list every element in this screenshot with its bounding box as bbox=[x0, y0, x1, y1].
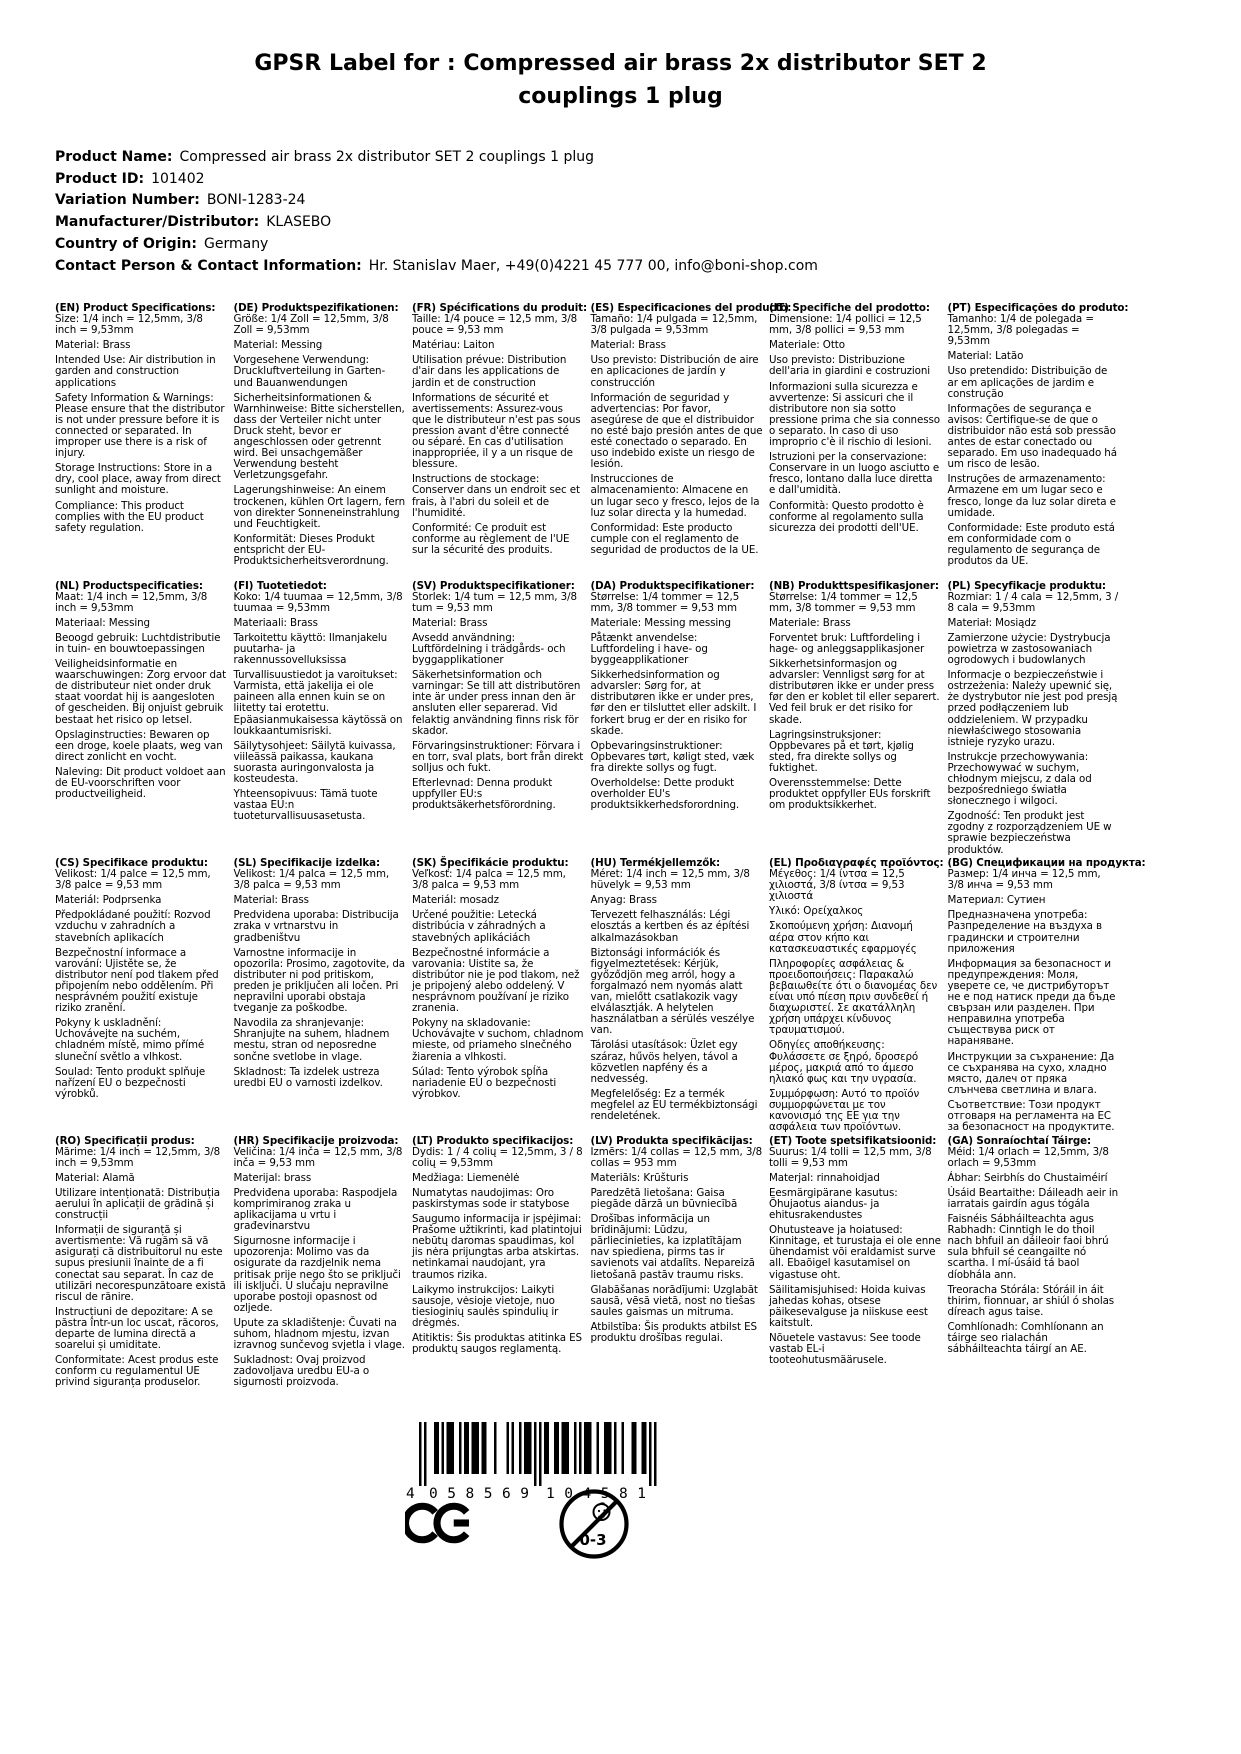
block-paragraph: Storage Instructions: Store in a dry, cool place, away from direct sunlight and moisture. bbox=[55, 462, 221, 497]
block-paragraph: Velikost: 1/4 palca = 12,5 mm, 3/8 palca = 9,53 mm bbox=[233, 868, 390, 892]
block-paragraph: Utilisation prévue: Distribution d'air dans les applications de jardin et de construction bbox=[412, 354, 567, 389]
block-paragraph: Biztonsági információk és figyelmeztetések: Kérjük, győződjön meg arról, hogy a forgalmazó nem nyomás alatt van, mielőtt csatlakozik vagy elválasztják. A helytelen használatban a sérülés veszélye van. bbox=[590, 946, 755, 1037]
block-paragraph: Predvidena uporaba: Distribucija zraka v vrtnarstvu in gradbeništvu bbox=[233, 909, 399, 944]
block-paragraph: Materiál: mosadz bbox=[412, 894, 499, 907]
block-paragraph: Veličina: 1/4 inča = 12,5 mm, 3/8 inča = 9,53 mm bbox=[233, 1145, 403, 1169]
block-paragraph: Mărime: 1/4 inch = 12,5mm, 3/8 inch = 9,53mm bbox=[55, 1145, 221, 1169]
product-info bbox=[55, 147, 818, 277]
block-paragraph: Izmērs: 1/4 collas = 12,5 mm, 3/8 collas = 953 mm bbox=[590, 1145, 763, 1169]
language-block-fr bbox=[412, 302, 587, 581]
block-paragraph: Megfelelőség: Ez a termék megfelel az EU termékbiztonsági rendeletének. bbox=[590, 1087, 758, 1122]
product-info-value: 101402 bbox=[151, 170, 205, 187]
block-title: (HR) Specifikacije proizvoda: bbox=[233, 1134, 399, 1147]
block-paragraph: Tárolási utasítások: Üzlet egy száraz, hűvös helyen, távol a közvetlen napfény és a nedvesség. bbox=[590, 1039, 738, 1085]
block-paragraph: Intended Use: Air distribution in garden and construction applications bbox=[55, 354, 216, 389]
block-paragraph: Beoogd gebruik: Luchtdistributie in tuin- en bouwtoepassingen bbox=[55, 631, 221, 655]
block-paragraph: Bezpečnostné informácie a varovania: Uistite sa, že distribútor nie je pod tlakom, než je pripojený alebo oddelený. V nesprávnom používaní je riziko zranenia. bbox=[412, 946, 580, 1015]
block-title: (SK) Špecifikácie produktu: bbox=[412, 857, 569, 869]
block-paragraph: Ábhar: Seirbhís do Chustaiméirí bbox=[947, 1171, 1108, 1184]
product-info-label: Variation Number: bbox=[55, 192, 200, 209]
block-paragraph: Veľkosť: 1/4 palca = 12,5 mm, 3/8 palca = 9,53 mm bbox=[412, 868, 566, 892]
block-paragraph: Skladnost: Ta izdelek ustreza uredbi EU o varnosti izdelkov. bbox=[233, 1065, 383, 1089]
block-paragraph: Dimensione: 1/4 pollici = 12,5 mm, 3/8 pollici = 9,53 mm bbox=[769, 313, 922, 337]
block-paragraph: Anyag: Brass bbox=[590, 894, 657, 907]
block-paragraph: Úsáid Beartaithe: Dáileadh aeir in iarratais gairdín agus tógála bbox=[947, 1186, 1119, 1210]
block-paragraph: Efterlevnad: Denna produkt uppfyller EU:s produktsäkerhetsförordning. bbox=[412, 777, 556, 812]
language-block-da bbox=[591, 581, 763, 859]
block-paragraph: Lagringsinstruksjoner: Oppbevares på et tørt, kjølig sted, fra direkte sollys og fuktighet. bbox=[769, 728, 914, 774]
product-info-value: Hr. Stanislav Maer, +49(0)4221 45 777 00, info@boni-shop.com bbox=[368, 257, 818, 274]
block-paragraph: Eesmärgipärane kasutus: Õhujaotus aiandus- ja ehitusrakendustes bbox=[769, 1186, 898, 1222]
block-paragraph: Méid: 1/4 orlach = 12,5mm, 3/8 orlach = 9,53mm bbox=[947, 1145, 1109, 1169]
block-paragraph: Materiale: Otto bbox=[769, 339, 845, 352]
block-paragraph: Conformitate: Acest produs este conform cu regulamentul UE privind siguranța produselor. bbox=[55, 1354, 219, 1389]
block-paragraph: Veiligheidsinformatie en waarschuwingen: Zorg ervoor dat de distributeur niet onder druk staat voordat hij is aangesloten of gescheiden. Bij onjuist gebruik bestaat het risico op letsel. bbox=[55, 658, 227, 726]
block-paragraph: Uso pretendido: Distribuição de ar em aplicações de jardim e construção bbox=[947, 365, 1108, 400]
block-paragraph: Material: Brass bbox=[590, 339, 666, 352]
block-paragraph: Turvallisuustiedot ja varoitukset: Varmista, että jakelija ei ole paineen alla ennen kuin se on liitetty tai erotettu. Epäasianmukaisessa käytössä on loukkaantumisriski. bbox=[233, 669, 403, 737]
block-paragraph: Avsedd användning: Luftfördelning i trädgårds- och byggapplikationer bbox=[412, 631, 566, 667]
language-block-ga bbox=[948, 1136, 1120, 1414]
block-paragraph: Uso previsto: Distribución de aire en aplicaciones de jardín y construcción bbox=[590, 354, 759, 389]
block-paragraph: Størrelse: 1/4 tommer = 12,5 mm, 3/8 tommer = 9,53 mm bbox=[590, 590, 740, 614]
block-paragraph: Materiaal: Messing bbox=[55, 616, 150, 629]
block-paragraph: Materijal: brass bbox=[233, 1171, 312, 1184]
block-title: (FR) Spécifications du produit: bbox=[412, 302, 587, 314]
block-title: (SV) Produktspecifikationer: bbox=[412, 579, 575, 592]
block-paragraph: Paredzētā lietošana: Gaisa piegāde dārzā un būvniecībā bbox=[590, 1186, 738, 1210]
block-paragraph: Предназначена употреба: Разпределение на въздуха в градински и строителни приложения bbox=[947, 909, 1102, 955]
block-paragraph: Opslaginstructies: Bewaren op een droge, koele plaats, weg van direct zonlicht en vocht. bbox=[55, 728, 223, 763]
block-paragraph: Sikkerhedsinformation og advarsler: Sørg for, at distributøren ikke er under pres, før den er tilsluttet eller adskilt. I forkert brug er der en risiko for skade. bbox=[590, 669, 757, 737]
block-paragraph: Materiał: Mosiądz bbox=[947, 616, 1037, 629]
language-block-cs bbox=[55, 858, 227, 1136]
block-title: (LT) Produkto specifikacijos: bbox=[412, 1134, 574, 1147]
block-paragraph: Istruzioni per la conservazione: Conservare in un luogo asciutto e fresco, lontano dalla luce diretta e dall'umidità. bbox=[769, 451, 940, 497]
block-paragraph: Medžiaga: Liemenėlė bbox=[412, 1171, 520, 1184]
block-paragraph: Lagerungshinweise: An einem trockenen, kühlen Ort lagern, fern von direkter Sonneneinstrahlung und Feuchtigkeit. bbox=[233, 484, 406, 530]
block-paragraph: Vorgesehene Verwendung: Druckluftverteilung in Garten- und Bauanwendungen bbox=[233, 354, 386, 389]
language-block-pl bbox=[948, 581, 1120, 859]
block-paragraph: Material: Messing bbox=[233, 339, 323, 352]
block-title: (EL) Προδιαγραφές προϊόντος: bbox=[769, 857, 944, 869]
block-paragraph: Conformidade: Este produto está em conformidade com o regulamento de segurança de produtos da UE. bbox=[947, 521, 1115, 567]
block-paragraph: Säilitamisjuhised: Hoida kuivas jahedas kohas, otsese päikesevalguse ja niiskuse eest kaitstult. bbox=[769, 1283, 928, 1329]
block-paragraph: Οδηγίες αποθήκευσης: Φυλάσσετε σε ξηρό, δροσερό μέρος, μακριά από το άμεσο ηλιακό φως και την υγρασία. bbox=[769, 1039, 919, 1085]
block-paragraph: Velikost: 1/4 palce = 12,5 mm, 3/8 palce = 9,53 mm bbox=[55, 868, 211, 892]
block-paragraph: Size: 1/4 inch = 12,5mm, 3/8 inch = 9,53mm bbox=[55, 313, 203, 337]
language-grid bbox=[55, 303, 1195, 1413]
product-info-label: Product ID: bbox=[55, 170, 145, 187]
block-title: (PL) Specyfikacje produktu: bbox=[947, 579, 1106, 592]
product-info-value: Compressed air brass 2x distributor SET 2 couplings 1 plug bbox=[179, 149, 595, 165]
block-paragraph: Materiale: Brass bbox=[769, 616, 851, 629]
language-block-de bbox=[234, 303, 406, 581]
language-block-sv bbox=[412, 581, 584, 859]
block-paragraph: Информация за безопасност и предупреждения: Моля, уверете се, че дистрибуторът не е под натиск преди да бъде свързан или разделен. При неправилна употреба съществува риск от нараняване. bbox=[947, 957, 1116, 1048]
block-paragraph: Soulad: Tento produkt splňuje nařízení EU o bezpečnosti výrobků. bbox=[55, 1065, 206, 1100]
block-paragraph: Conformidad: Este producto cumple con el reglamento de seguridad de productos de la UE. bbox=[590, 521, 759, 556]
product-info-row bbox=[55, 147, 818, 169]
block-paragraph: Upute za skladištenje: Čuvati na suhom, hladnom mjestu, izvan izravnog sunčevog svjetla i vlage. bbox=[233, 1316, 405, 1352]
block-paragraph: Μέγεθος: 1/4 ίντσα = 12,5 χιλιοστά, 3/8 ίντσα = 9,53 χιλιοστά bbox=[769, 868, 905, 903]
block-title: (SL) Specifikacije izdelka: bbox=[233, 857, 381, 869]
block-paragraph: Glabāšanas norādījumi: Uzglabāt sausā, vēsā vietā, nost no tiešas saules gaismas un mitruma. bbox=[590, 1283, 758, 1318]
block-paragraph: Materiale: Messing messing bbox=[590, 616, 731, 629]
block-paragraph: Atitiktis: Šis produktas atitinka ES produktų saugos reglamentą. bbox=[412, 1332, 582, 1356]
block-paragraph: Tamanho: 1/4 de polegada = 12,5mm, 3/8 polegadas = 9,53mm bbox=[947, 313, 1094, 348]
block-paragraph: Konformität: Dieses Produkt entspricht der EU-Produktsicherheitsverordnung. bbox=[233, 532, 389, 567]
language-block-hu bbox=[591, 858, 763, 1136]
block-paragraph: Predviđena uporaba: Raspodjela komprimiranog zraka u aplikacijama u vrtu i građevinarstvu bbox=[233, 1186, 398, 1233]
block-title: (EN) Product Specifications: bbox=[55, 302, 216, 314]
block-paragraph: Påtænkt anvendelse: Luftfordeling i have- og byggeapplikationer bbox=[590, 631, 708, 667]
block-paragraph: Información de seguridad y advertencias: Por favor, asegúrese de que el distribuidor no esté bajo presión antes de que esté conectado o separado. En uso indebido existe un riesgo de lesión. bbox=[590, 391, 763, 471]
block-paragraph: Safety Information & Warnings: Please ensure that the distributor is not under pressure before it is connected or separated. In improper use there is a risk of injury. bbox=[55, 391, 225, 460]
block-title: (DE) Produktspezifikationen: bbox=[233, 302, 399, 314]
block-paragraph: Maat: 1/4 inch = 12,5mm, 3/8 inch = 9,53mm bbox=[55, 590, 208, 614]
language-block-pt bbox=[947, 302, 1129, 581]
block-title: (NB) Produkttspesifikasjoner: bbox=[769, 579, 939, 592]
block-paragraph: Určené použitie: Letecká distribúcia v záhradných a stavebných aplikáciách bbox=[412, 909, 546, 944]
block-paragraph: Suurus: 1/4 tolli = 12,5 mm, 3/8 tolli = 9,53 mm bbox=[769, 1145, 932, 1169]
language-block-es bbox=[590, 302, 792, 581]
block-paragraph: Předpokládané použití: Rozvod vzduchu v zahradních a stavebních aplikacích bbox=[55, 909, 211, 944]
language-block-nb bbox=[769, 581, 941, 859]
product-info-label: Manufacturer/Distributor: bbox=[55, 214, 260, 231]
block-paragraph: Informazioni sulla sicurezza e avvertenze: Si assicuri che il distributore non sia sotto pressione prima che sia connesso o separato. In caso di uso improprio c'è il rischio di lesioni. bbox=[769, 380, 940, 449]
block-paragraph: Pokyny na skladovanie: Uchovávajte v suchom, chladnom mieste, od priameho slnečného žiarenia a vlhkosti. bbox=[412, 1017, 584, 1063]
block-paragraph: Zamierzone użycie: Dystrybucja powietrza w zastosowaniach ogrodowych i budowlanych bbox=[947, 631, 1111, 667]
block-paragraph: Comhlíonadh: Comhlíonann an táirge seo rialachán sábháilteachta táirgí an AE. bbox=[947, 1320, 1104, 1356]
block-paragraph: Pokyny k uskladnění: Uchovávejte na suchém, chladném místě, mimo přímé sluneční světlo a vlhkost. bbox=[55, 1017, 205, 1063]
block-paragraph: Säkerhetsinformation och varningar: Se till att distributören inte är under press innan den är ansluten eller separerad. Vid felaktig användning finns risk för skador. bbox=[412, 669, 581, 737]
block-paragraph: Material: Brass bbox=[233, 894, 309, 907]
block-paragraph: Ohutusteave ja hoiatused: Kinnitage, et turustaja ei ole enne ühendamist või eraldamist surve all. Ebaõigel kasutamisel on vigastuse oht. bbox=[769, 1224, 941, 1281]
block-paragraph: Informacje o bezpieczeństwie i ostrzeżenia: Należy upewnić się, że dystrybutor nie jest pod presją przed podłączeniem lub oddzieleniem. W przypadku niewłaściwego stosowania istnieje ryzyko urazu. bbox=[947, 669, 1118, 748]
block-paragraph: Tamaño: 1/4 pulgada = 12,5mm, 3/8 pulgada = 9,53mm bbox=[590, 313, 758, 337]
product-info-value: KLASEBO bbox=[266, 214, 332, 231]
block-paragraph: Instrucțiuni de depozitare: A se păstra într-un loc uscat, răcoros, departe de lumina directă a soarelui și umiditate. bbox=[55, 1305, 219, 1352]
page-title: GPSR Label for : Compressed air brass 2x distributor SET 2 couplings 1 plug bbox=[254, 51, 987, 109]
language-block-nl bbox=[55, 581, 227, 859]
block-paragraph: Säilytysohjeet: Säilytä kuivassa, viileässä paikassa, kaukana suorasta auringonvalosta ja kosteudesta. bbox=[233, 739, 396, 785]
block-paragraph: Overensstemmelse: Dette produktet oppfyller EUs forskrift om produktsikkerhet. bbox=[769, 777, 931, 812]
language-block-lt bbox=[412, 1136, 584, 1414]
block-paragraph: Инструкции за съхранение: Да се съхранява на сухо, хладно място, далеч от пряка слънчева светлина и влага. bbox=[947, 1050, 1115, 1096]
block-paragraph: Materiál: Podprsenka bbox=[55, 894, 162, 907]
barcode-digits-right: 104581 bbox=[546, 1486, 646, 1500]
block-paragraph: Naleving: Dit product voldoet aan de EU-voorschriften voor productveiligheid. bbox=[55, 765, 226, 801]
block-title: (LV) Produkta specifikācijas: bbox=[590, 1134, 753, 1147]
block-paragraph: Súlad: Tento výrobok spĺňa nariadenie EÚ o bezpečnosti výrobkov. bbox=[412, 1065, 557, 1100]
product-info-row bbox=[55, 234, 818, 256]
block-paragraph: Instructions de stockage: Conserver dans un endroit sec et frais, à l'abri du soleil et de l'humidité. bbox=[412, 473, 580, 519]
block-paragraph: Dydis: 1 / 4 colių = 12,5mm, 3 / 8 colių = 9,53mm bbox=[412, 1145, 583, 1169]
block-paragraph: Koko: 1/4 tuumaa = 12,5mm, 3/8 tuumaa = 9,53mm bbox=[233, 590, 403, 614]
block-paragraph: Uso previsto: Distribuzione dell'aria in giardini e costruzioni bbox=[769, 354, 931, 378]
block-paragraph: Navodila za shranjevanje: Shranjujte na suhem, hladnem mestu, stran od neposredne sončne svetlobe in vlage. bbox=[233, 1017, 390, 1063]
block-paragraph: Storlek: 1/4 tum = 12,5 mm, 3/8 tum = 9,53 mm bbox=[412, 590, 577, 614]
block-paragraph: Съответствие: Този продукт отговаря на регламента на ЕС за безопасност на продуктите. bbox=[947, 1098, 1115, 1134]
block-paragraph: Sicherheitsinformationen & Warnhinweise: Bitte sicherstellen, dass der Verteiler nicht unter Druck steht, bevor er angeschlossen oder getrennt wird. Bei unsachgemäßer Verwendung besteht Verletzungsgefahr. bbox=[233, 391, 405, 482]
age-warning-label: 0-3 bbox=[579, 1531, 607, 1549]
block-paragraph: Opbevaringsinstruktioner: Opbevares tørt, køligt sted, væk fra direkte sollys og fugt. bbox=[590, 739, 755, 774]
block-paragraph: Conformité: Ce produit est conforme au règlement de l'UE sur la sécurité des produits. bbox=[412, 521, 570, 556]
age-warning-0-3-icon bbox=[556, 1486, 632, 1566]
block-title: (IT) Specifiche del prodotto: bbox=[769, 302, 930, 314]
block-paragraph: Tarkoitettu käyttö: Ilmanjakelu puutarha- ja rakennussovelluksissa bbox=[233, 631, 388, 667]
block-paragraph: Υλικό: Ορείχαλκος bbox=[769, 905, 864, 918]
language-block-et bbox=[769, 1136, 941, 1414]
block-paragraph: Materiaali: Brass bbox=[233, 616, 318, 629]
block-paragraph: Πληροφορίες ασφάλειας & προειδοποιήσεις: Παρακαλώ βεβαιωθείτε ότι ο διανομέας δεν είναι υπό πίεση πριν συνδεθεί ή διαχωριστεί. Σε ακατάλληλη χρήση υπάρχει κίνδυνος τραυματισμού. bbox=[769, 957, 938, 1037]
product-info-label: Product Name: bbox=[55, 149, 173, 165]
block-title: (GA) Sonraíochtaí Táirge: bbox=[947, 1134, 1092, 1147]
block-paragraph: Zgodność: Ten produkt jest zgodny z rozporządzeniem UE w sprawie bezpieczeństwa produktów. bbox=[947, 810, 1112, 856]
block-paragraph: Størrelse: 1/4 tommer = 12,5 mm, 3/8 tommer = 9,53 mm bbox=[769, 590, 918, 614]
product-info-value: BONI-1283-24 bbox=[206, 192, 306, 209]
block-paragraph: Compliance: This product complies with the EU product safety regulation. bbox=[55, 499, 204, 534]
block-paragraph: Tervezett felhasználás: Légi elosztás a kertben és az építési alkalmazásokban bbox=[590, 909, 750, 944]
block-paragraph: Sukladnost: Ovaj proizvod zadovoljava uredbu EU-a o sigurnosti proizvoda. bbox=[233, 1354, 370, 1389]
product-info-label: Country of Origin: bbox=[55, 235, 197, 252]
block-paragraph: Overholdelse: Dette produkt overholder EU's produktsikkerhedsforordning. bbox=[590, 777, 740, 812]
block-paragraph: Σκοπούμενη χρήση: Διανομή αέρα στον κήπο και κατασκευαστικές εφαρμογές bbox=[769, 920, 917, 955]
block-paragraph: Faisnéis Sábháilteachta agus Rabhadh: Cinntigh le do thoil nach bhfuil an dáileoir faoi bhrú sula bhfuil sé ceangailte nó scartha. I mí-úsáid tá baol díobhála ann. bbox=[947, 1213, 1109, 1281]
language-block-ro bbox=[55, 1136, 227, 1414]
block-title: (RO) Specificații produs: bbox=[55, 1134, 195, 1147]
block-paragraph: Taille: 1/4 pouce = 12,5 mm, 3/8 pouce = 9,53 mm bbox=[412, 313, 578, 337]
language-block-it bbox=[769, 303, 941, 581]
product-info-row bbox=[55, 169, 818, 191]
block-paragraph: Drošības informācija un brīdinājumi: Lūdzu, pārliecinieties, ka izplatītājam nav spiediena, pirms tas ir savienots vai atdalīts. Nepareizā lietošanā pastāv traumu risks. bbox=[590, 1213, 755, 1281]
block-paragraph: Material: Brass bbox=[55, 339, 131, 352]
block-title: (PT) Especificações do produto: bbox=[947, 302, 1129, 314]
block-paragraph: Materjal: rinnahoidjad bbox=[769, 1171, 880, 1184]
product-info-row bbox=[55, 212, 818, 234]
language-block-bg bbox=[947, 857, 1146, 1136]
barcode-digit-first: 4 bbox=[406, 1486, 415, 1500]
block-paragraph: Informações de segurança e avisos: Certifique-se de que o distribuidor não está sob pressão antes de estar conectado ou separado. Em uso inadequado há um risco de lesão. bbox=[947, 402, 1117, 471]
block-paragraph: Matériau: Laiton bbox=[412, 339, 495, 352]
block-paragraph: Förvaringsinstruktioner: Förvara i en torr, sval plats, bort från direkt solljus och fukt. bbox=[412, 739, 584, 774]
block-title: (NL) Productspecificaties: bbox=[55, 579, 203, 592]
block-title: (DA) Produktspecifikationer: bbox=[590, 579, 755, 592]
block-paragraph: Bezpečnostní informace a varování: Ujistěte se, že distributor není pod tlakem před připojením nebo oddělením. Při nesprávném použití existuje riziko zranění. bbox=[55, 946, 219, 1015]
block-paragraph: Informații de siguranță și avertismente: Vă rugăm să vă asigurați că distribuitorul nu este supus presiunii înainte de a fi conectat sau separat. În caz de utilizări necorespunzătoare există riscul de rănire. bbox=[55, 1224, 226, 1303]
block-title: (FI) Tuotetiedot: bbox=[233, 579, 327, 592]
product-info-row bbox=[55, 256, 818, 278]
block-paragraph: Atbilstība: Šis produkts atbilst ES produktu drošības regulai. bbox=[590, 1320, 757, 1344]
block-title: (HU) Termékjellemzők: bbox=[590, 857, 720, 869]
block-paragraph: Conformità: Questo prodotto è conforme al regolamento sulla sicurezza dei prodotti dell'UE. bbox=[769, 499, 924, 534]
barcode-digits-left: 058569 bbox=[429, 1486, 529, 1500]
block-paragraph: Material: Latão bbox=[947, 350, 1024, 363]
language-block-el bbox=[769, 857, 944, 1136]
block-paragraph: Rozmiar: 1 / 4 cala = 12,5mm, 3 / 8 cala = 9,53mm bbox=[947, 590, 1119, 614]
language-block-lv bbox=[591, 1136, 763, 1414]
language-block-sl bbox=[234, 858, 406, 1136]
block-paragraph: Treoracha Stórála: Stóráil in áit thirim, fionnuar, ar shiúl ó sholas díreach agus taise. bbox=[947, 1283, 1115, 1318]
ce-mark-icon bbox=[405, 1500, 471, 1550]
block-paragraph: Материал: Сутиен bbox=[947, 894, 1046, 907]
block-paragraph: Sigurnosne informacije i upozorenja: Molimo vas da osigurate da razdjelnik nema pritisak prije nego što se priključi ili isključi. U slučaju nepravilne uporabe postoji opasnost od ozljede. bbox=[233, 1235, 401, 1314]
block-paragraph: Numatytas naudojimas: Oro paskirstymas sode ir statybose bbox=[412, 1186, 570, 1210]
product-info-value: Germany bbox=[204, 235, 269, 252]
block-paragraph: Informations de sécurité et avertissements: Assurez-vous que le distributeur n'est pas sous pression avant d'être connecté ou séparé. En cas d'utilisation inappropriée, il y a un risque de blessure. bbox=[412, 391, 581, 471]
block-title: (ES) Especificaciones del producto: bbox=[590, 302, 792, 314]
product-info-row bbox=[55, 190, 818, 212]
block-title: (BG) Спецификации на продукта: bbox=[947, 857, 1146, 869]
language-block-fi bbox=[234, 581, 406, 859]
block-paragraph: Laikymo instrukcijos: Laikyti sausoje, vėsioje vietoje, nuo tiesioginių saulės spindulių ir drėgmės. bbox=[412, 1283, 559, 1329]
block-paragraph: Συμμόρφωση: Αυτό το προϊόν συμμορφώνεται με τον κανονισμό της ΕΕ για την ασφάλεια των προϊόντων. bbox=[769, 1087, 920, 1134]
block-paragraph: Méret: 1/4 inch = 12,5 mm, 3/8 hüvelyk = 9,53 mm bbox=[590, 868, 750, 892]
block-title: (CS) Specifikace produktu: bbox=[55, 857, 208, 869]
block-paragraph: Yhteensopivuus: Tämä tuote vastaa EU:n tuoteturvallisuusasetusta. bbox=[233, 788, 378, 823]
block-paragraph: Размер: 1/4 инча = 12,5 mm, 3/8 инча = 9,53 mm bbox=[947, 868, 1101, 892]
block-paragraph: Instruções de armazenamento: Armazene em um lugar seco e fresco, longe da luz solar direta e umidade. bbox=[947, 473, 1116, 519]
block-paragraph: Forventet bruk: Luftfordeling i hage- og anleggsapplikasjoner bbox=[769, 631, 925, 655]
language-block-sk bbox=[412, 858, 584, 1136]
block-paragraph: Nõuetele vastavus: See toode vastab EL-i tooteohutusmäärusele. bbox=[769, 1332, 921, 1367]
block-paragraph: Größe: 1/4 Zoll = 12,5mm, 3/8 Zoll = 9,53mm bbox=[233, 313, 389, 337]
block-paragraph: Varnostne informacije in opozorila: Prosimo, zagotovite, da distributer ni pod pritiskom, preden je priključen ali ločen. Pri nepravilni uporabi obstaja tveganje za poškodbe. bbox=[233, 946, 405, 1015]
block-paragraph: Instrukcje przechowywania: Przechowywać w suchym, chłodnym miejscu, z dala od bezpośredniego światła słonecznego i wilgoci. bbox=[947, 750, 1092, 808]
block-paragraph: Sikkerhetsinformasjon og advarsler: Vennligst sørg for at distributøren ikke er under press før den er koblet til eller separert. Ved feil bruk er det risiko for skade. bbox=[769, 658, 940, 726]
language-block-hr bbox=[234, 1136, 406, 1414]
block-title: (ET) Toote spetsifikatsioonid: bbox=[769, 1134, 937, 1147]
block-paragraph: Saugumo informacija ir įspėjimai: Prašome užtikrinti, kad platintojui nebūtų daromas spaudimas, kol jis nėra prijungtas arba atskirtas. netinkamai naudojant, yra traumos rizika. bbox=[412, 1213, 582, 1281]
block-paragraph: Material: Alamă bbox=[55, 1171, 135, 1184]
block-paragraph: Utilizare intenționată: Distribuția aerului în aplicații de grădină și construcții bbox=[55, 1186, 220, 1222]
language-block-en bbox=[55, 303, 227, 581]
block-paragraph: Materiāls: Krūšturis bbox=[590, 1171, 689, 1184]
product-info-label: Contact Person & Contact Information: bbox=[55, 257, 362, 274]
block-paragraph: Instrucciones de almacenamiento: Almacene en un lugar seco y fresco, lejos de la luz solar directa y la humedad. bbox=[590, 473, 760, 519]
block-paragraph: Material: Brass bbox=[412, 616, 488, 629]
